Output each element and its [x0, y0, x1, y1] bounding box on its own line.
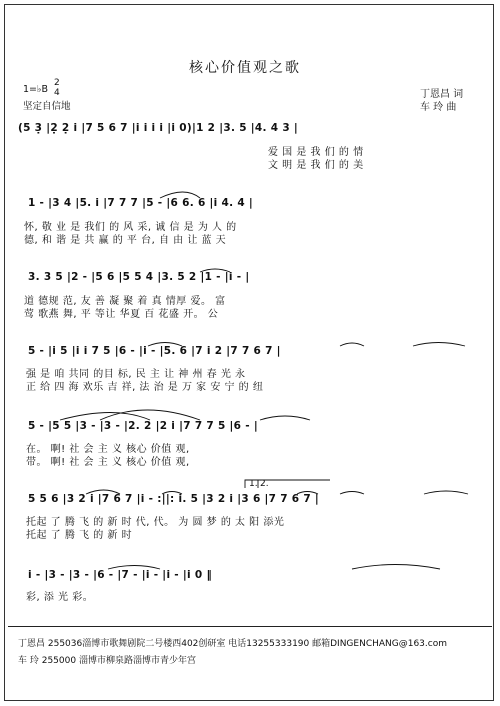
notation-line-7: i - |3 - |3 - |6 - |7 - |i - |i - |i 0 ‖	[28, 569, 213, 581]
lyrics-line-3-verse-2: 莺 歌燕 舞, 平 等让 华夏 百 花盛 开。 公	[24, 309, 219, 320]
time-signature-numerator: 2	[54, 78, 60, 88]
lyrics-line-4-verse-1: 强 是 咱 共同 的目 标, 民 主 让 神 州 春 光 永	[26, 369, 246, 380]
lyrics-line-6-verse-1: 托起 了 腾 飞 的 新 时 代, 代。 为 圆 梦 的 太 阳 添光	[26, 517, 285, 528]
lyricist-credit: 丁恩昌 词	[420, 89, 464, 100]
lyrics-line-1-verse-2: 文 明 是 我 们 的 美	[268, 160, 364, 171]
lyrics-line-1-verse-1: 爱 国 是 我 们 的 情	[268, 147, 364, 158]
second-ending-mark: 2.	[260, 479, 269, 489]
notation-line-1: (5 3̣ |2̣ 2̣ i |7 5 6 7 |i i i i |i 0)|1 2 |3. 5 |4. 4 3 |	[18, 122, 299, 134]
notation-line-2: 1 - |3 4 |5. i |7 7 7 |5 - |6 6. 6 |i 4. 4 |	[28, 197, 254, 209]
notation-line-6: 5 5 6 |3 2 i |7 6 7 |i - :||: i. 5 |3 2 i |3 6 |7 7 6 7 |	[28, 493, 320, 505]
song-title: 核心价值观之歌	[189, 60, 301, 76]
composer-credit: 车 玲 曲	[420, 102, 457, 113]
footer-contact-lyricist: 丁恩昌 255036淄博市歌舞剧院二号楼西402创研室 电话13255333190 邮箱DINGENCHANG@163.com	[18, 639, 447, 649]
notation-line-4: 5 - |i 5 |i i 7 5 |6 - |i - |5. 6 |7 i 2 |7 7 6 7 |	[28, 345, 281, 357]
footer-divider	[8, 626, 492, 627]
notation-line-3: 3. 3 5 |2 - |5 6 |5 5 4 |3. 5 2 |1 - |i - |	[28, 271, 250, 283]
notation-line-5: 5 - |5 5 |3 - |3 - |2. 2 |2 i |7 7 7 5 |6 - |	[28, 420, 258, 432]
lyrics-line-5-verse-2: 带。 啊! 社 会 主 义 核心 价值 观,	[26, 457, 190, 468]
lyrics-line-5-verse-1: 在。 啊! 社 会 主 义 核心 价值 观,	[26, 444, 190, 455]
lyrics-line-7-verse-1: 彩, 添 光 彩。	[26, 592, 94, 603]
first-ending-mark: 1.	[249, 479, 258, 489]
lyrics-line-3-verse-1: 道 德规 范, 友 善 凝 聚 着 真 情厚 爱。 富	[24, 296, 226, 307]
key-signature: 1=♭B	[23, 84, 49, 95]
lyrics-line-2-verse-2: 德, 和 谐 是 共 赢 的 平 台, 自 由 让 蓝 天	[24, 235, 227, 246]
footer-contact-composer: 车 玲 255000 淄博市柳泉路淄博市青少年宫	[18, 656, 196, 666]
lyrics-line-4-verse-2: 正 给 四 海 欢乐 吉 祥, 法 治 是 万 家 安 宁 的 纽	[26, 382, 264, 393]
time-signature-denominator: 4	[54, 88, 60, 98]
lyrics-line-6-verse-2: 托起 了 腾 飞 的 新 时	[26, 530, 133, 541]
tempo-marking: 坚定自信地	[23, 101, 71, 112]
lyrics-line-2-verse-1: 怀, 敬 业 是 我们 的 风 采, 诚 信 是 为 人 的	[24, 222, 237, 233]
